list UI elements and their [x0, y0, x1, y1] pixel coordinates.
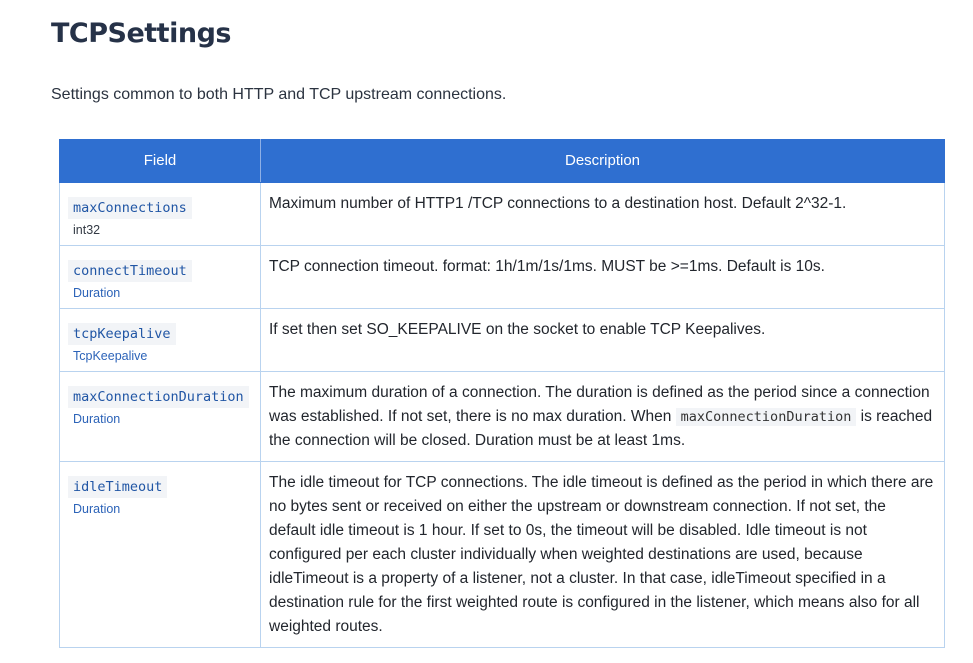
field-name: maxConnectionDuration: [68, 386, 249, 408]
field-cell: [60, 462, 261, 648]
inline-code: maxConnectionDuration: [676, 408, 857, 426]
field-name: connectTimeout: [68, 260, 192, 282]
field-name: idleTimeout: [68, 476, 167, 498]
table-header-row: [60, 140, 945, 183]
settings-table: [59, 139, 945, 648]
table-row: [60, 372, 945, 462]
field-type-link[interactable]: Duration: [73, 286, 121, 300]
field-description: If set then set SO_KEEPALIVE on the socket to enable TCP Keepalives.: [261, 309, 945, 372]
intro-text: Settings common to both HTTP and TCP upstream connections.: [51, 86, 507, 103]
table-row: [60, 246, 945, 309]
field-cell: [60, 372, 261, 462]
header-description: Description: [261, 140, 945, 183]
field-type-link[interactable]: TcpKeepalive: [73, 349, 148, 363]
field-type: int32: [73, 223, 101, 237]
description-text: The maximum duration of a connection. The duration is defined as the period since a connection was established. If not set, there is no max duration. When: [269, 384, 930, 425]
field-type-link[interactable]: Duration: [73, 412, 121, 426]
field-description: [261, 372, 945, 462]
page-title: TCPSettings: [51, 18, 231, 49]
table-row: [60, 309, 945, 372]
table-row: [60, 462, 945, 648]
field-description: The idle timeout for TCP connections. The idle timeout is defined as the period in which there are no bytes sent or received on either the upstream or downstream connection. If not set, the default idle timeout is 1 hour. If set to 0s, the timeout will be disabled. Idle timeout is not configured per each cluster individually when weighted destinations are used, because idleTimeout is a property of a listener, not a cluster. In that case, idleTimeout specified in a destination rule for the first weighted route is configured in the listener, which means also for all weighted routes.: [261, 462, 945, 648]
field-description: TCP connection timeout. format: 1h/1m/1s/1ms. MUST be >=1ms. Default is 10s.: [261, 246, 945, 309]
field-cell: [60, 309, 261, 372]
field-cell: [60, 246, 261, 309]
field-cell: [60, 183, 261, 246]
table-row: [60, 183, 945, 246]
field-name: maxConnections: [68, 197, 192, 219]
field-description: Maximum number of HTTP1 /TCP connections to a destination host. Default 2^32-1.: [261, 183, 945, 246]
description-text: is reached the connection will be closed. Duration must be at least 1ms.: [269, 408, 933, 449]
header-field: Field: [60, 140, 261, 183]
field-name: tcpKeepalive: [68, 323, 176, 345]
field-type-link[interactable]: Duration: [73, 502, 121, 516]
